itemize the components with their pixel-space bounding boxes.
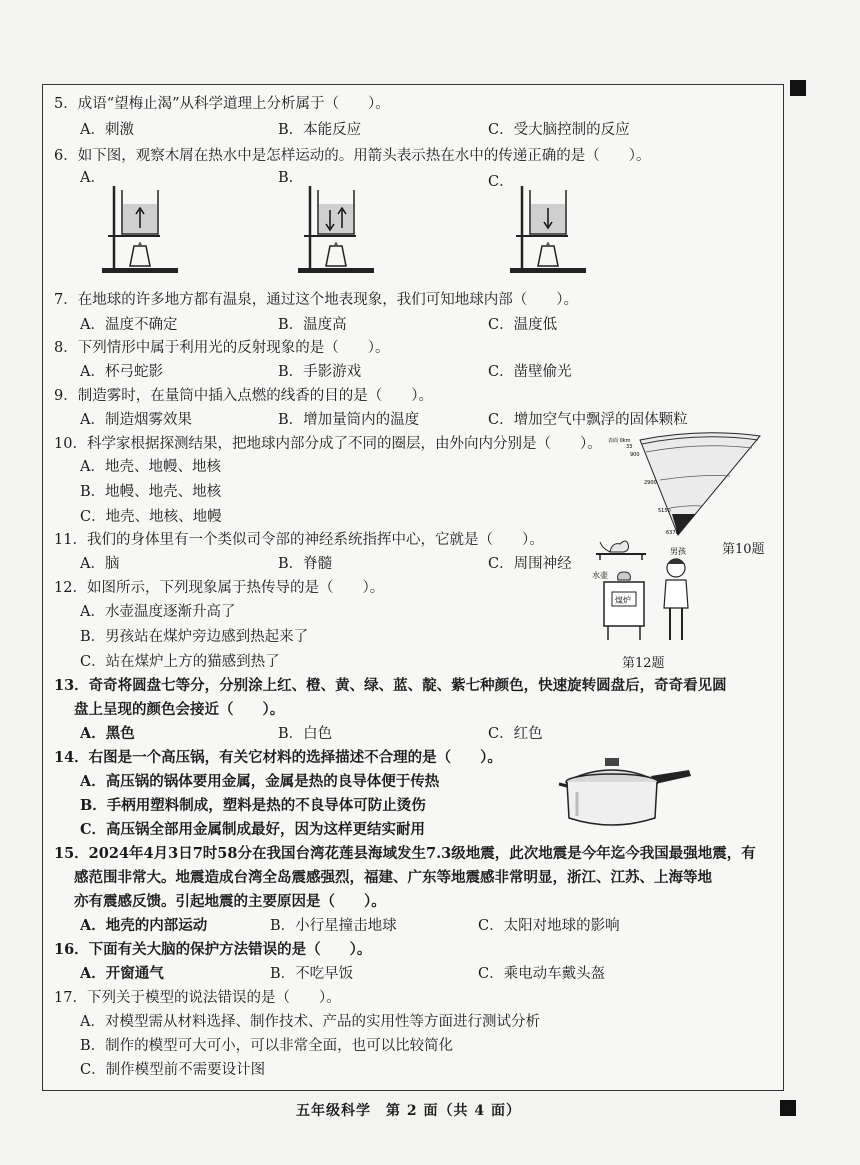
question-9-option-b[interactable]: B．增加量筒内的温度 xyxy=(278,412,420,428)
question-15-option-a[interactable]: A．地壳的内部运动 xyxy=(80,917,208,934)
label-kettle: 水壶 xyxy=(592,571,608,580)
question-6-stem: 6．如下图，观察木屑在热水中是怎样运动的。用箭头表示热在水中的传递正确的是（ ）。 xyxy=(54,148,651,164)
stove-boy-figure xyxy=(590,530,700,648)
question-13-stem-line2: 盘上呈现的颜色会接近（ ）。 xyxy=(74,701,285,718)
question-14-option-a[interactable]: A．高压锅的锅体要用金属，金属是热的良导体便于传热 xyxy=(80,773,440,790)
label-stove: 煤炉 xyxy=(615,596,631,605)
question-15-stem-line1: 15．2024年4月3日7时58分在我国台湾花莲县海域发生7.3级地震，此次地震是今年迄今我国最强地震，有 xyxy=(54,845,756,862)
question-17-option-a[interactable]: A．对模型需从材料选择、制作技术、产品的实用性等方面进行测试分析 xyxy=(80,1014,540,1030)
figure-10-caption: 第10题 xyxy=(722,542,765,557)
beaker-figure-b xyxy=(296,180,376,276)
question-8-option-c[interactable]: C．凿壁偷光 xyxy=(488,364,572,380)
question-13-stem-line1: 13．奇奇将圆盘七等分，分别涂上红、橙、黄、绿、蓝、靛、紫七种颜色，快速旋转圆盘后，奇奇看见圆 xyxy=(54,677,727,694)
earth-layers-figure xyxy=(600,430,775,540)
question-11-option-b[interactable]: B．脊髓 xyxy=(278,556,333,572)
beaker-figure-a xyxy=(100,180,180,276)
question-5-option-a[interactable]: A．刺激 xyxy=(80,122,134,138)
question-17-stem: 17．下列关于模型的说法错误的是（ ）。 xyxy=(54,990,341,1006)
earth-label-33: 33 xyxy=(626,444,633,450)
question-16-stem: 16．下面有关大脑的保护方法错误的是（ ）。 xyxy=(54,941,372,958)
question-7-option-b[interactable]: B．温度高 xyxy=(278,317,347,333)
question-10-option-a[interactable]: A．地壳、地幔、地核 xyxy=(80,459,221,475)
question-7-option-a[interactable]: A．温度不确定 xyxy=(80,317,178,333)
question-6-option-a[interactable]: A． xyxy=(80,170,105,186)
earth-label-6370: 6370 xyxy=(666,530,679,536)
question-14-option-b[interactable]: B．手柄用塑料制成，塑料是热的不良导体可防止烫伤 xyxy=(80,797,426,814)
question-5-option-b[interactable]: B．本能反应 xyxy=(278,122,362,138)
question-9-stem: 9．制造雾时，在量筒中插入点燃的线香的目的是（ ）。 xyxy=(54,388,433,404)
question-6-option-b[interactable]: B． xyxy=(278,170,304,186)
question-6-option-c[interactable]: C． xyxy=(488,174,514,190)
question-12-option-b[interactable]: B．男孩站在煤炉旁边感到热起来了 xyxy=(80,629,309,645)
question-14-stem: 14．右图是一个高压锅，有关它材料的选择描述不合理的是（ ）。 xyxy=(54,749,502,766)
pressure-cooker-figure xyxy=(555,752,695,832)
label-boy: 男孩 xyxy=(670,547,686,556)
question-13-option-c[interactable]: C．红色 xyxy=(488,726,543,742)
page-footer: 五年级科学 第 2 面（共 4 面） xyxy=(296,1103,521,1119)
question-16-option-a[interactable]: A．开窗通气 xyxy=(80,965,164,982)
earth-label-2900: 2900 xyxy=(644,480,657,486)
question-5-option-c[interactable]: C．受大脑控制的反应 xyxy=(488,122,630,138)
question-17-option-b[interactable]: B．制作的模型可大可小，可以非常全面，也可以比较简化 xyxy=(80,1038,454,1054)
earth-label-5150: 5150 xyxy=(658,508,671,514)
question-5-stem: 5．成语“望梅止渴”从科学道理上分析属于（ ）。 xyxy=(54,96,390,112)
corner-marker-top-right xyxy=(790,80,806,96)
question-9-option-c[interactable]: C．增加空气中飘浮的固体颗粒 xyxy=(488,412,688,428)
figure-12-caption: 第12题 xyxy=(622,656,665,671)
question-17-option-c[interactable]: C．制作模型前不需要设计图 xyxy=(80,1062,266,1078)
question-15-option-c[interactable]: C．太阳对地球的影响 xyxy=(478,918,620,934)
question-8-stem: 8．下列情形中属于利用光的反射现象的是（ ）。 xyxy=(54,340,390,356)
earth-label-900: 900 xyxy=(630,452,640,458)
question-7-stem: 7．在地球的许多地方都有温泉，通过这个地表现象，我们可知地球内部（ ）。 xyxy=(54,292,578,308)
question-11-option-a[interactable]: A．脑 xyxy=(80,556,120,572)
question-9-option-a[interactable]: A．制造烟雾效果 xyxy=(80,412,192,428)
question-16-option-b[interactable]: B．不吃早饭 xyxy=(270,966,354,982)
question-8-option-a[interactable]: A．杯弓蛇影 xyxy=(80,364,163,380)
question-15-stem-line2: 感范围非常大。地震造成台湾全岛震感强烈，福建、广东等地震感非常明显，浙江、江苏、上海等地 xyxy=(74,869,712,886)
question-10-stem: 10．科学家根据探测结果，把地球内部分成了不同的圈层，由外向内分别是（ ）。 xyxy=(54,436,602,452)
question-14-option-c[interactable]: C．高压锅全部用金属制成最好，因为这样更结实耐用 xyxy=(80,821,426,838)
question-10-option-c[interactable]: C．地壳、地核、地幔 xyxy=(80,509,222,525)
question-12-option-a[interactable]: A．水壶温度逐渐升高了 xyxy=(80,604,236,620)
question-13-option-a[interactable]: A．黑色 xyxy=(80,725,135,742)
question-16-option-c[interactable]: C．乘电动车戴头盔 xyxy=(478,966,606,982)
question-12-stem: 12．如图所示，下列现象属于热传导的是（ ）。 xyxy=(54,580,385,596)
question-11-stem: 11．我们的身体里有一个类似司令部的神经系统指挥中心，它就是（ ）。 xyxy=(54,532,544,548)
earth-label-surface: 表面 0km xyxy=(608,438,631,444)
question-13-option-b[interactable]: B．白色 xyxy=(278,726,333,742)
question-8-option-b[interactable]: B．手影游戏 xyxy=(278,364,362,380)
corner-marker-bottom-right xyxy=(780,1100,796,1116)
question-15-option-b[interactable]: B．小行星撞击地球 xyxy=(270,918,397,934)
question-10-option-b[interactable]: B．地幔、地壳、地核 xyxy=(80,484,222,500)
question-15-stem-line3: 亦有震感反馈。引起地震的主要原因是（ ）。 xyxy=(74,893,386,910)
question-7-option-c[interactable]: C．温度低 xyxy=(488,317,558,333)
beaker-figure-c xyxy=(508,180,588,276)
question-11-option-c[interactable]: C．周围神经 xyxy=(488,556,572,572)
question-12-option-c[interactable]: C．站在煤炉上方的猫感到热了 xyxy=(80,654,280,670)
